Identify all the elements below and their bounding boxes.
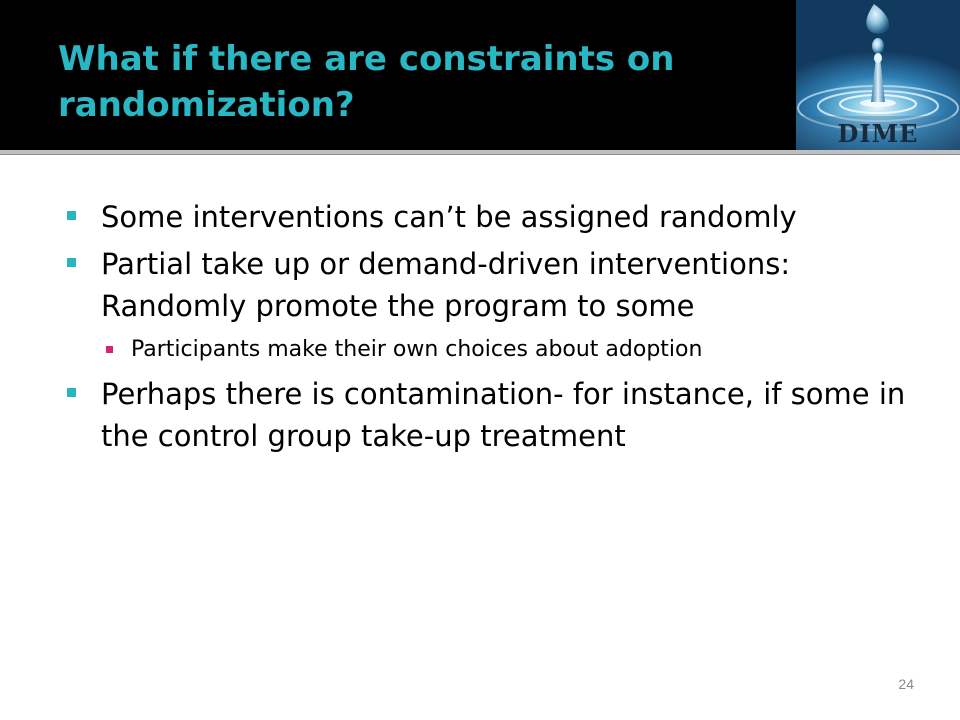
- bullet-item: [66, 243, 916, 327]
- title-divider: [0, 150, 960, 155]
- square-bullet-icon: [67, 388, 76, 397]
- slide-number: 24: [898, 676, 914, 692]
- sub-bullet-item: [66, 333, 916, 367]
- slide-title-line-2: randomization?: [58, 85, 355, 125]
- sub-bullet-text: Participants make their own choices about adoption: [131, 337, 703, 362]
- bullet-text: Some interventions can’t be assigned randomly: [101, 200, 797, 234]
- logo-text: DIME: [837, 119, 919, 148]
- bullet-text: Perhaps there is contamination- for instance, if some in the control group take-up treatment: [101, 377, 906, 453]
- slide-title-line-1: What if there are constraints on: [58, 39, 675, 79]
- square-bullet-icon: [67, 258, 76, 267]
- dime-logo: [796, 0, 960, 150]
- small-square-bullet-icon: [106, 346, 113, 353]
- square-bullet-icon: [67, 211, 76, 220]
- bullet-list: [66, 196, 916, 462]
- bullet-text: Partial take up or demand-driven interventions: Randomly promote the program to some: [101, 247, 791, 323]
- bullet-item: [66, 196, 916, 238]
- slide-title: [58, 36, 778, 128]
- bullet-item: [66, 373, 916, 457]
